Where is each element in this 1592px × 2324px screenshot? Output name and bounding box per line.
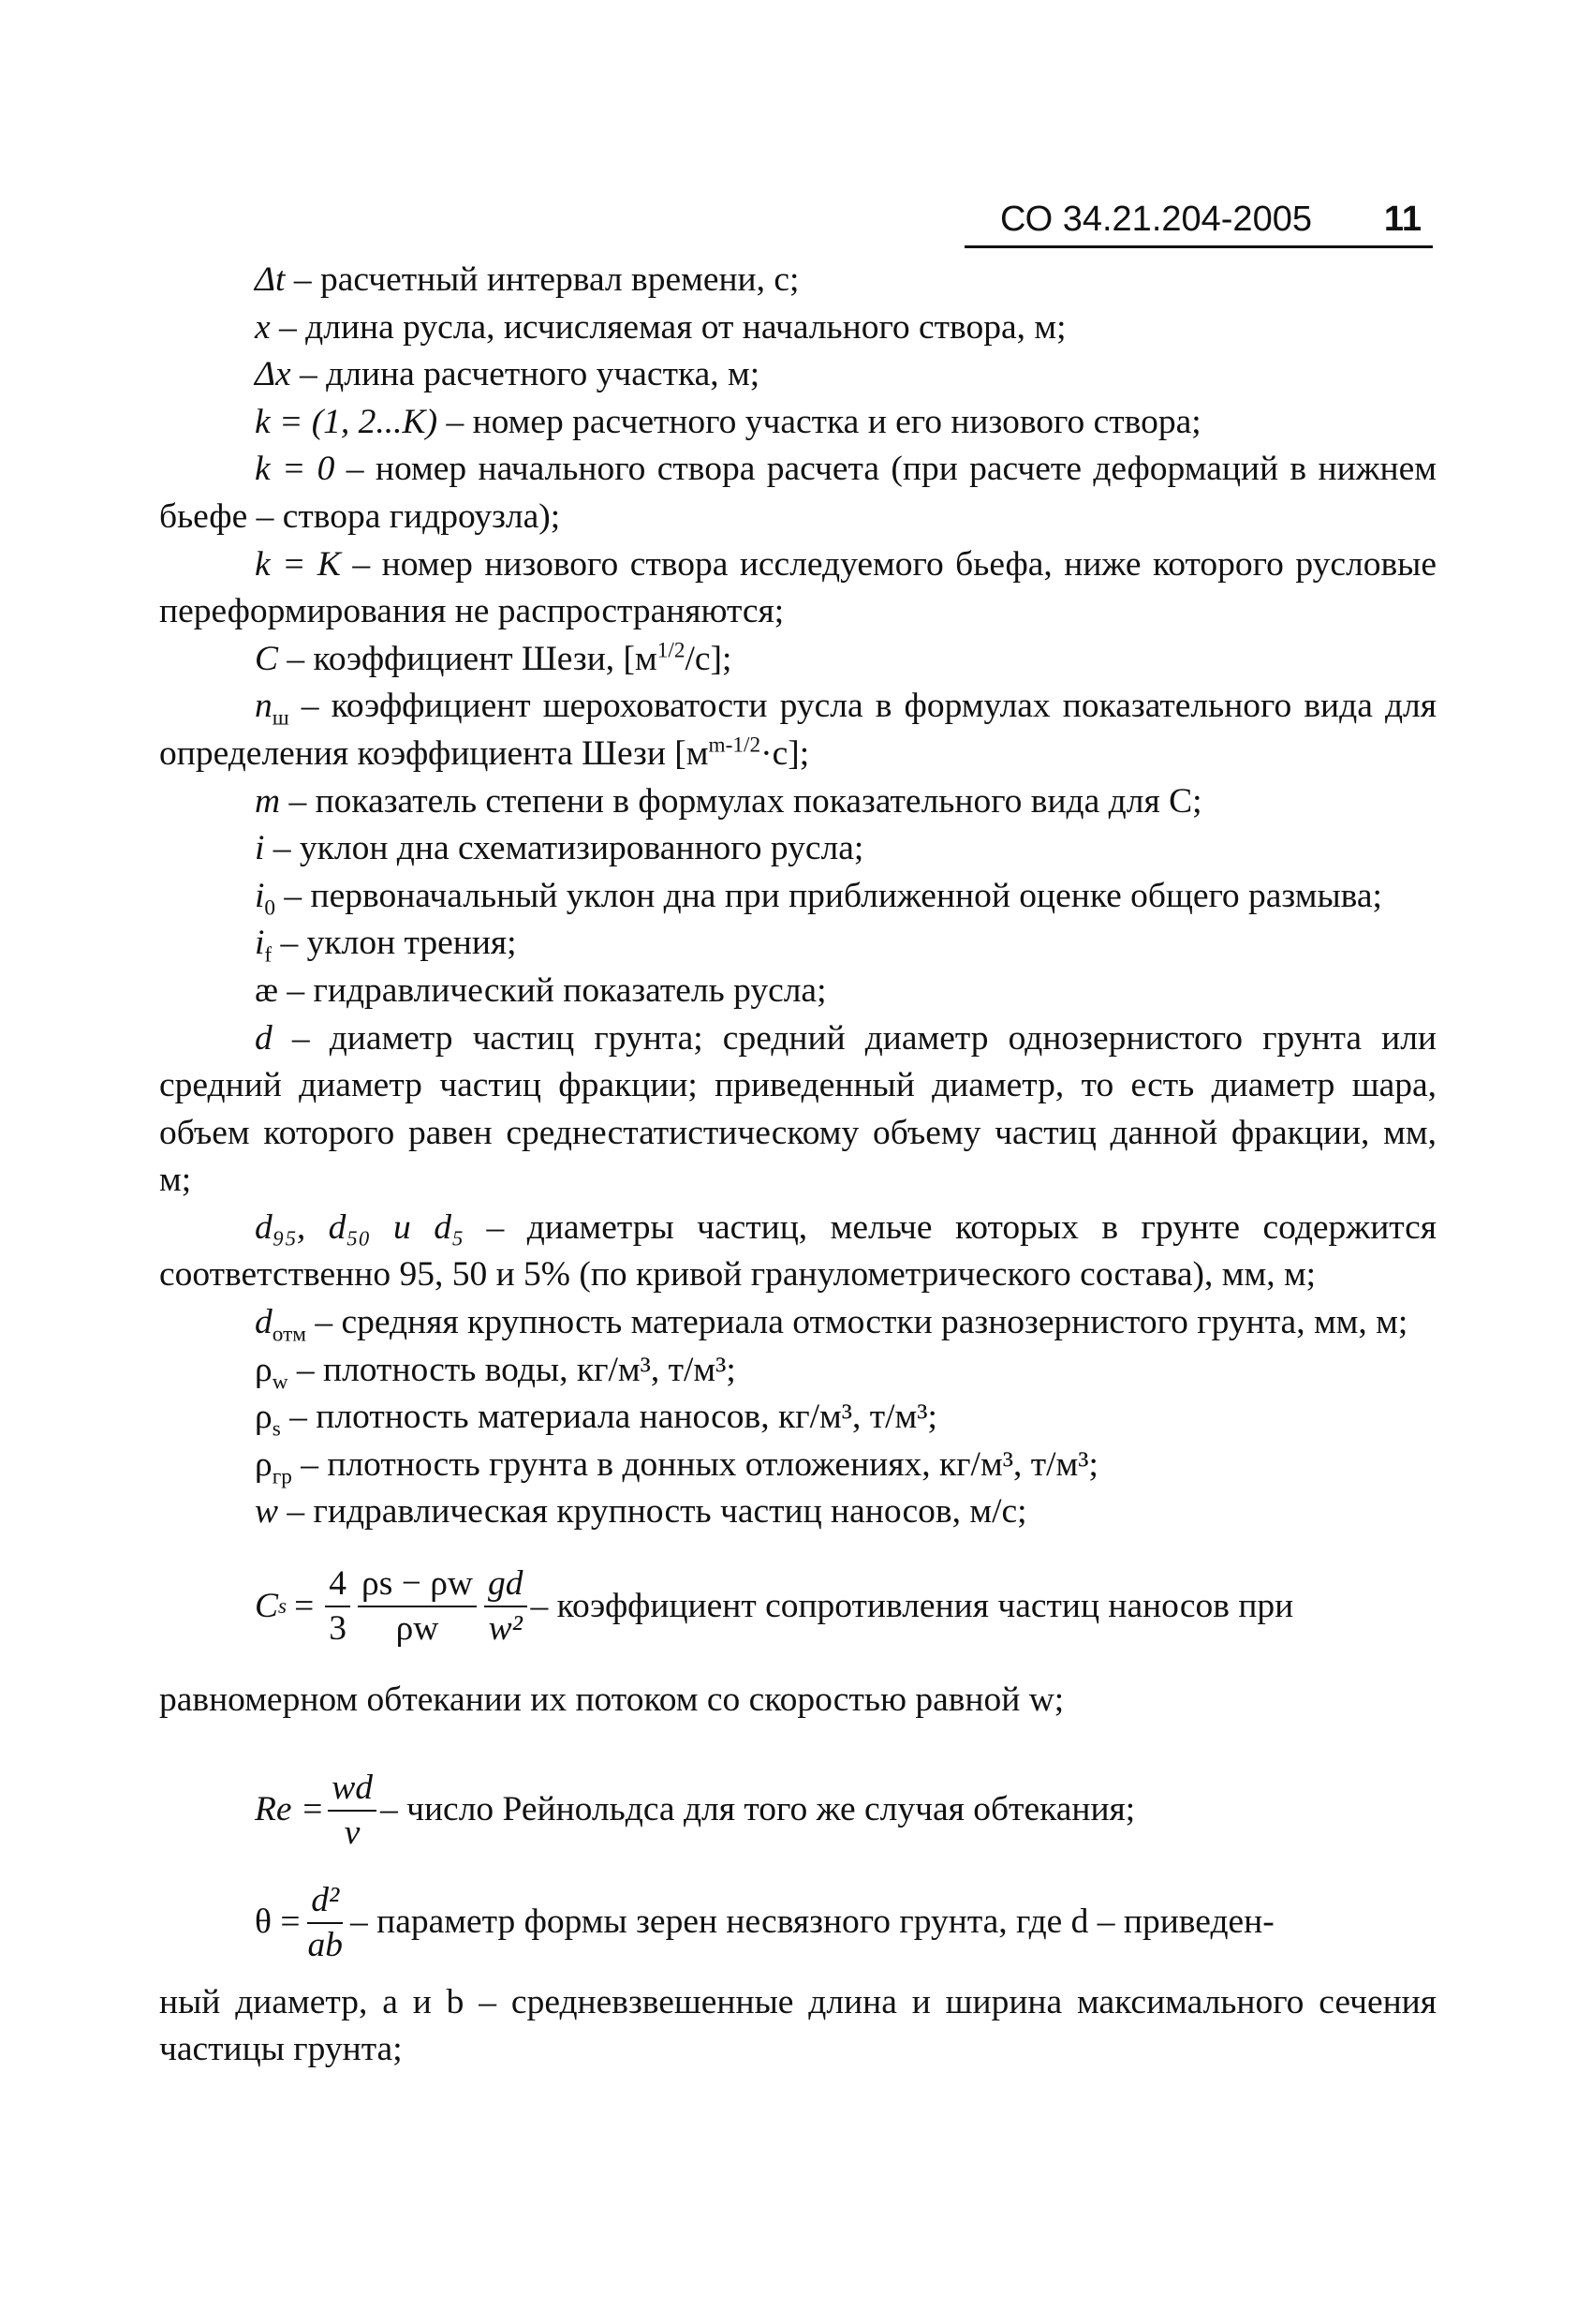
formula-continuation: равномерном обтекании их потоком со скоростью равной w; xyxy=(159,1680,1065,1720)
definition-item: d₉₅, d₅₀ и d₅ – диаметры частиц, мельче которых в грунте содержится соответственно 95, 50 и 5% (по кривой гранулометрического состава), мм, м; xyxy=(159,1207,1437,1295)
definition-item: C – коэффициент Шези, $[м^{1/2}/с]$; xyxy=(255,638,732,678)
fraction: $\frac{4}{3}$ xyxy=(325,1562,350,1650)
definition-item: $d_{отм}$ – средняя крупность материала отмостки разнозернистого грунта, мм, м; xyxy=(255,1303,1408,1347)
document-number: СО 34.21.204-2005 xyxy=(1000,200,1312,239)
definitions-list xyxy=(159,257,1437,2074)
formula-continuation: ный диаметр, a и b – средневзвешенные длина и ширина максимального сечения частицы грунта; xyxy=(159,1982,1437,2069)
definition-item: $\rho_w$ – плотность воды, кг/м³, т/м³; xyxy=(255,1350,736,1395)
definition-item: w – гидравлическая крупность частиц наносов, м/с; xyxy=(255,1492,1027,1532)
definition-item: $i_0$ – первоначальный уклон дна при приближенной оценке общего размыва; xyxy=(255,876,1382,921)
definition-item: Δt – расчетный интервал времени, с; xyxy=(255,260,800,299)
definition-item: $\rho_{гр}$ – плотность грунта в донных отложениях, кг/м³, т/м³; xyxy=(255,1444,1098,1489)
definition-item: i – уклон дна схематизированного русла; xyxy=(255,829,864,868)
definition-item: Δx – длина расчетного участка, м; xyxy=(255,355,760,394)
definition-item: d – диаметр частиц грунта; средний диаметр однозернистого грунта или средний диаметр частиц фракции; приведенный диаметр, то есть диаметр шара, объем которого равен среднестатистическому объему частиц данной фракции, мм, м; xyxy=(159,1018,1437,1200)
definition-item: $i_f$ – уклон трения; xyxy=(255,924,517,968)
fraction: $\frac{wd}{\nu}$ xyxy=(328,1767,376,1855)
shape-parameter-formula: θ = $\frac{\text{d²}}{ab}$ – параметр формы зерен несвязного грунта, где d – приведен- xyxy=(159,1867,1437,1979)
definition-item: k = K – номер низового створа исследуемого бьефа, ниже которого русловые переформирования не распространяются; xyxy=(159,544,1437,631)
fraction: $\frac{\text{d²}}{ab}$ xyxy=(307,1880,343,1964)
definition-item: x – длина русла, исчисляемая от начального створа, м; xyxy=(255,307,1067,347)
definition-item: $\rho_s$ – плотность материала наносов, кг/м³, т/м³; xyxy=(255,1398,937,1442)
definition-item: m – показатель степени в формулах показательного вида для C; xyxy=(255,781,1202,821)
drag-coefficient-formula: C s = $\frac{4}{3}$ $\frac{\rho s - \rho w}{\rho w}$ $\frac{gd}{\text{w²}}$ – коэффициент сопротивления частиц наносов при xyxy=(159,1536,1437,1677)
fraction: $\frac{gd}{\text{w²}}$ xyxy=(484,1562,527,1650)
page-header xyxy=(965,193,1433,248)
page-number: 11 xyxy=(1383,200,1422,239)
reynolds-formula: Re = $\frac{wd}{\nu}$ – число Рейнольдса для того же случая обтекания; xyxy=(159,1754,1437,1867)
fraction: $\frac{\rho s - \rho w}{\rho w}$ xyxy=(358,1562,477,1650)
definition-item: k = (1, 2...K) – номер расчетного участка и его низового створа; xyxy=(255,402,1201,441)
definition-item: k = 0 – номер начального створа расчета (при расчете деформаций в нижнем бьефе – створа гидроузла); xyxy=(159,450,1437,536)
definition-item: æ – гидравлический показатель русла; xyxy=(255,970,827,1010)
definition-item: $n_ш$ – коэффициент шероховатости русла в формулах показательного вида для определения коэффициента Шези $[м^{m-1/2}\cdot с]$; xyxy=(159,687,1437,773)
